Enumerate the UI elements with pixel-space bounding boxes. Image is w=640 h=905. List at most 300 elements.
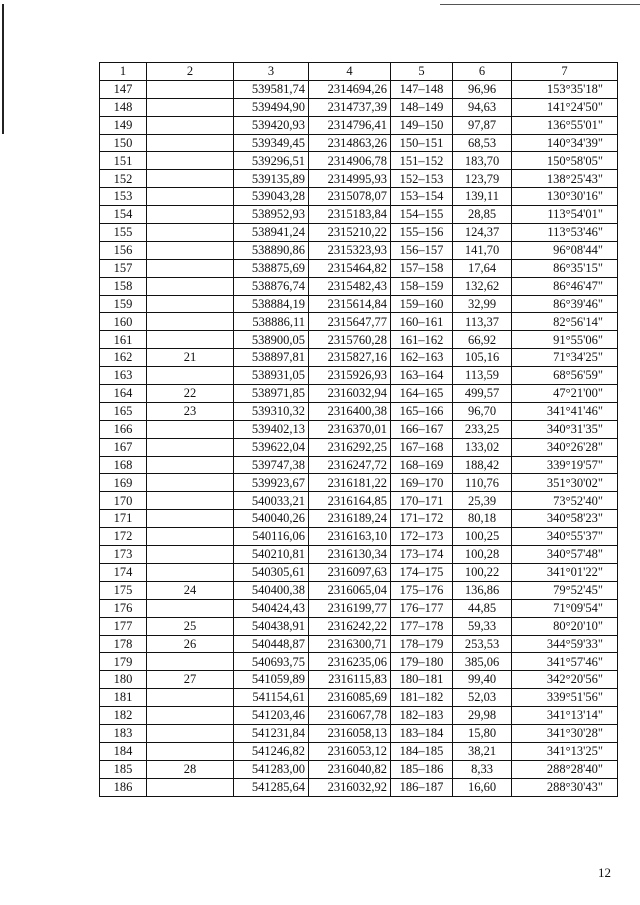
bearing-cell: 86°39'46" (512, 295, 618, 313)
y-coordinate-cell: 2316242,22 (309, 617, 391, 635)
x-coordinate-cell: 541059,89 (234, 671, 309, 689)
segment-cell: 174–175 (391, 563, 453, 581)
segment-cell: 182–183 (391, 707, 453, 725)
bearing-cell: 47°21'00" (512, 385, 618, 403)
table-row (100, 170, 618, 188)
header-row (100, 63, 618, 81)
distance-cell: 105,16 (453, 349, 512, 367)
segment-cell: 185–186 (391, 760, 453, 778)
table-row (100, 474, 618, 492)
sub-number-cell (147, 188, 234, 206)
distance-cell: 385,06 (453, 653, 512, 671)
distance-cell: 96,70 (453, 402, 512, 420)
table-row (100, 277, 618, 295)
segment-cell: 152–153 (391, 170, 453, 188)
point-number-cell: 164 (100, 385, 147, 403)
point-number-cell: 160 (100, 313, 147, 331)
bearing-cell: 288°28'40" (512, 760, 618, 778)
sub-number-cell: 28 (147, 760, 234, 778)
y-coordinate-cell: 2316181,22 (309, 474, 391, 492)
distance-cell: 113,59 (453, 367, 512, 385)
distance-cell: 29,98 (453, 707, 512, 725)
x-coordinate-cell: 539494,90 (234, 98, 309, 116)
sub-number-cell (147, 313, 234, 331)
point-number-cell: 166 (100, 420, 147, 438)
table-row (100, 760, 618, 778)
table-row (100, 438, 618, 456)
sub-number-cell: 26 (147, 635, 234, 653)
segment-cell: 149–150 (391, 116, 453, 134)
segment-cell: 150–151 (391, 134, 453, 152)
bearing-cell: 340°58'23" (512, 510, 618, 528)
y-coordinate-cell: 2315827,16 (309, 349, 391, 367)
x-coordinate-cell: 539043,28 (234, 188, 309, 206)
table-row (100, 528, 618, 546)
segment-cell: 186–187 (391, 778, 453, 796)
x-coordinate-cell: 539402,13 (234, 420, 309, 438)
distance-cell: 183,70 (453, 152, 512, 170)
x-coordinate-cell: 539135,89 (234, 170, 309, 188)
bearing-cell: 71°09'54" (512, 599, 618, 617)
sub-number-cell (147, 492, 234, 510)
sub-number-cell (147, 707, 234, 725)
table-row (100, 349, 618, 367)
distance-cell: 100,28 (453, 546, 512, 564)
distance-cell: 100,25 (453, 528, 512, 546)
table-row (100, 206, 618, 224)
coordinates-table (99, 62, 618, 797)
point-number-cell: 186 (100, 778, 147, 796)
sub-number-cell (147, 134, 234, 152)
table-row (100, 778, 618, 796)
x-coordinate-cell: 540116,06 (234, 528, 309, 546)
sub-number-cell (147, 546, 234, 564)
y-coordinate-cell: 2316164,85 (309, 492, 391, 510)
sub-number-cell (147, 474, 234, 492)
x-coordinate-cell: 538876,74 (234, 277, 309, 295)
distance-cell: 96,96 (453, 80, 512, 98)
y-coordinate-cell: 2316130,34 (309, 546, 391, 564)
x-coordinate-cell: 539420,93 (234, 116, 309, 134)
distance-cell: 123,79 (453, 170, 512, 188)
bearing-cell: 340°31'35" (512, 420, 618, 438)
table-row (100, 456, 618, 474)
distance-cell: 113,37 (453, 313, 512, 331)
bearing-cell: 113°54'01" (512, 206, 618, 224)
segment-cell: 153–154 (391, 188, 453, 206)
x-coordinate-cell: 538897,81 (234, 349, 309, 367)
y-coordinate-cell: 2316292,25 (309, 438, 391, 456)
x-coordinate-cell: 540438,91 (234, 617, 309, 635)
point-number-cell: 158 (100, 277, 147, 295)
point-number-cell: 181 (100, 689, 147, 707)
distance-cell: 141,70 (453, 241, 512, 259)
point-number-cell: 183 (100, 724, 147, 742)
bearing-cell: 86°46'47" (512, 277, 618, 295)
segment-cell: 177–178 (391, 617, 453, 635)
x-coordinate-cell: 540448,87 (234, 635, 309, 653)
point-number-cell: 173 (100, 546, 147, 564)
table-row (100, 546, 618, 564)
distance-cell: 139,11 (453, 188, 512, 206)
bearing-cell: 86°35'15" (512, 259, 618, 277)
bearing-cell: 138°25'43" (512, 170, 618, 188)
table-row (100, 385, 618, 403)
distance-cell: 94,63 (453, 98, 512, 116)
point-number-cell: 147 (100, 80, 147, 98)
sub-number-cell (147, 241, 234, 259)
distance-cell: 25,39 (453, 492, 512, 510)
distance-cell: 17,64 (453, 259, 512, 277)
x-coordinate-cell: 538952,93 (234, 206, 309, 224)
bearing-cell: 79°52'45" (512, 581, 618, 599)
column-header-5: 5 (391, 63, 453, 81)
segment-cell: 161–162 (391, 331, 453, 349)
y-coordinate-cell: 2315183,84 (309, 206, 391, 224)
point-number-cell: 151 (100, 152, 147, 170)
sub-number-cell (147, 653, 234, 671)
segment-cell: 178–179 (391, 635, 453, 653)
x-coordinate-cell: 538886,11 (234, 313, 309, 331)
point-number-cell: 180 (100, 671, 147, 689)
sub-number-cell (147, 456, 234, 474)
point-number-cell: 168 (100, 456, 147, 474)
y-coordinate-cell: 2314906,78 (309, 152, 391, 170)
point-number-cell: 156 (100, 241, 147, 259)
x-coordinate-cell: 538875,69 (234, 259, 309, 277)
distance-cell: 15,80 (453, 724, 512, 742)
y-coordinate-cell: 2316053,12 (309, 742, 391, 760)
x-coordinate-cell: 540305,61 (234, 563, 309, 581)
sub-number-cell (147, 599, 234, 617)
segment-cell: 166–167 (391, 420, 453, 438)
segment-cell: 168–169 (391, 456, 453, 474)
column-header-7: 7 (512, 63, 618, 81)
sub-number-cell: 22 (147, 385, 234, 403)
bearing-cell: 288°30'43" (512, 778, 618, 796)
page-number: 12 (598, 865, 611, 880)
x-coordinate-cell: 541285,64 (234, 778, 309, 796)
bearing-cell: 341°01'22" (512, 563, 618, 581)
distance-cell: 188,42 (453, 456, 512, 474)
segment-cell: 172–173 (391, 528, 453, 546)
point-number-cell: 174 (100, 563, 147, 581)
bearing-cell: 341°57'46" (512, 653, 618, 671)
segment-cell: 181–182 (391, 689, 453, 707)
column-header-1: 1 (100, 63, 147, 81)
segment-cell: 183–184 (391, 724, 453, 742)
x-coordinate-cell: 539923,67 (234, 474, 309, 492)
distance-cell: 52,03 (453, 689, 512, 707)
y-coordinate-cell: 2315614,84 (309, 295, 391, 313)
sub-number-cell (147, 152, 234, 170)
segment-cell: 158–159 (391, 277, 453, 295)
y-coordinate-cell: 2314694,26 (309, 80, 391, 98)
y-coordinate-cell: 2316085,69 (309, 689, 391, 707)
bearing-cell: 68°56'59" (512, 367, 618, 385)
bearing-cell: 351°30'02" (512, 474, 618, 492)
bearing-cell: 82°56'14" (512, 313, 618, 331)
bearing-cell: 341°13'25" (512, 742, 618, 760)
y-coordinate-cell: 2316067,78 (309, 707, 391, 725)
y-coordinate-cell: 2315078,07 (309, 188, 391, 206)
table-row (100, 581, 618, 599)
x-coordinate-cell: 539296,51 (234, 152, 309, 170)
bearing-cell: 136°55'01" (512, 116, 618, 134)
segment-cell: 179–180 (391, 653, 453, 671)
sub-number-cell (147, 367, 234, 385)
y-coordinate-cell: 2316247,72 (309, 456, 391, 474)
y-coordinate-cell: 2316163,10 (309, 528, 391, 546)
segment-cell: 167–168 (391, 438, 453, 456)
point-number-cell: 162 (100, 349, 147, 367)
table-row (100, 599, 618, 617)
bearing-cell: 341°41'46" (512, 402, 618, 420)
table-row (100, 420, 618, 438)
y-coordinate-cell: 2316300,71 (309, 635, 391, 653)
y-coordinate-cell: 2315482,43 (309, 277, 391, 295)
bearing-cell: 341°30'28" (512, 724, 618, 742)
sub-number-cell (147, 295, 234, 313)
bearing-cell: 340°26'28" (512, 438, 618, 456)
sub-number-cell (147, 116, 234, 134)
point-number-cell: 150 (100, 134, 147, 152)
sub-number-cell: 27 (147, 671, 234, 689)
point-number-cell: 178 (100, 635, 147, 653)
distance-cell: 253,53 (453, 635, 512, 653)
y-coordinate-cell: 2316058,13 (309, 724, 391, 742)
distance-cell: 68,53 (453, 134, 512, 152)
point-number-cell: 154 (100, 206, 147, 224)
table-row (100, 313, 618, 331)
y-coordinate-cell: 2316370,01 (309, 420, 391, 438)
column-header-2: 2 (147, 63, 234, 81)
y-coordinate-cell: 2315647,77 (309, 313, 391, 331)
table-body (100, 80, 618, 796)
bearing-cell: 73°52'40" (512, 492, 618, 510)
x-coordinate-cell: 539581,74 (234, 80, 309, 98)
distance-cell: 66,92 (453, 331, 512, 349)
sub-number-cell (147, 259, 234, 277)
point-number-cell: 155 (100, 224, 147, 242)
sub-number-cell (147, 778, 234, 796)
table-row (100, 635, 618, 653)
column-header-3: 3 (234, 63, 309, 81)
x-coordinate-cell: 538900,05 (234, 331, 309, 349)
distance-cell: 38,21 (453, 742, 512, 760)
point-number-cell: 152 (100, 170, 147, 188)
point-number-cell: 153 (100, 188, 147, 206)
segment-cell: 159–160 (391, 295, 453, 313)
distance-cell: 499,57 (453, 385, 512, 403)
table-row (100, 331, 618, 349)
x-coordinate-cell: 539349,45 (234, 134, 309, 152)
point-number-cell: 177 (100, 617, 147, 635)
y-coordinate-cell: 2315323,93 (309, 241, 391, 259)
x-coordinate-cell: 540693,75 (234, 653, 309, 671)
y-coordinate-cell: 2316189,24 (309, 510, 391, 528)
column-header-6: 6 (453, 63, 512, 81)
segment-cell: 147–148 (391, 80, 453, 98)
table-row (100, 98, 618, 116)
sub-number-cell (147, 724, 234, 742)
bearing-cell: 342°20'56" (512, 671, 618, 689)
table-row (100, 188, 618, 206)
point-number-cell: 176 (100, 599, 147, 617)
table-row (100, 653, 618, 671)
x-coordinate-cell: 540040,26 (234, 510, 309, 528)
x-coordinate-cell: 538890,86 (234, 241, 309, 259)
distance-cell: 28,85 (453, 206, 512, 224)
distance-cell: 32,99 (453, 295, 512, 313)
y-coordinate-cell: 2314737,39 (309, 98, 391, 116)
sub-number-cell (147, 510, 234, 528)
bearing-cell: 91°55'06" (512, 331, 618, 349)
sub-number-cell (147, 224, 234, 242)
bearing-cell: 153°35'18" (512, 80, 618, 98)
bearing-cell: 339°19'57" (512, 456, 618, 474)
x-coordinate-cell: 540033,21 (234, 492, 309, 510)
bearing-cell: 344°59'33" (512, 635, 618, 653)
bearing-cell: 71°34'25" (512, 349, 618, 367)
table-row (100, 707, 618, 725)
bearing-cell: 341°13'14" (512, 707, 618, 725)
sub-number-cell (147, 438, 234, 456)
segment-cell: 163–164 (391, 367, 453, 385)
table-row (100, 402, 618, 420)
sub-number-cell (147, 206, 234, 224)
table-row (100, 563, 618, 581)
segment-cell: 162–163 (391, 349, 453, 367)
table-row (100, 510, 618, 528)
point-number-cell: 170 (100, 492, 147, 510)
y-coordinate-cell: 2316032,92 (309, 778, 391, 796)
point-number-cell: 175 (100, 581, 147, 599)
bearing-cell: 150°58'05" (512, 152, 618, 170)
point-number-cell: 157 (100, 259, 147, 277)
y-coordinate-cell: 2315210,22 (309, 224, 391, 242)
distance-cell: 97,87 (453, 116, 512, 134)
y-coordinate-cell: 2316199,77 (309, 599, 391, 617)
sub-number-cell: 25 (147, 617, 234, 635)
segment-cell: 157–158 (391, 259, 453, 277)
bearing-cell: 339°51'56" (512, 689, 618, 707)
segment-cell: 184–185 (391, 742, 453, 760)
distance-cell: 8,33 (453, 760, 512, 778)
y-coordinate-cell: 2316065,04 (309, 581, 391, 599)
y-coordinate-cell: 2316097,63 (309, 563, 391, 581)
table-header (100, 63, 618, 81)
segment-cell: 165–166 (391, 402, 453, 420)
table-row (100, 224, 618, 242)
y-coordinate-cell: 2316115,83 (309, 671, 391, 689)
point-number-cell: 185 (100, 760, 147, 778)
bearing-cell: 80°20'10" (512, 617, 618, 635)
y-coordinate-cell: 2316032,94 (309, 385, 391, 403)
point-number-cell: 167 (100, 438, 147, 456)
table-row (100, 134, 618, 152)
point-number-cell: 184 (100, 742, 147, 760)
point-number-cell: 172 (100, 528, 147, 546)
x-coordinate-cell: 541203,46 (234, 707, 309, 725)
distance-cell: 16,60 (453, 778, 512, 796)
table-row (100, 367, 618, 385)
point-number-cell: 149 (100, 116, 147, 134)
sub-number-cell (147, 170, 234, 188)
x-coordinate-cell: 538971,85 (234, 385, 309, 403)
segment-cell: 155–156 (391, 224, 453, 242)
bearing-cell: 340°57'48" (512, 546, 618, 564)
point-number-cell: 182 (100, 707, 147, 725)
x-coordinate-cell: 538931,05 (234, 367, 309, 385)
sub-number-cell (147, 742, 234, 760)
segment-cell: 180–181 (391, 671, 453, 689)
point-number-cell: 163 (100, 367, 147, 385)
table-row (100, 295, 618, 313)
sub-number-cell (147, 563, 234, 581)
distance-cell: 132,62 (453, 277, 512, 295)
y-coordinate-cell: 2314863,26 (309, 134, 391, 152)
segment-cell: 164–165 (391, 385, 453, 403)
x-coordinate-cell: 538884,19 (234, 295, 309, 313)
table-row (100, 80, 618, 98)
table-row (100, 724, 618, 742)
bearing-cell: 130°30'16" (512, 188, 618, 206)
bearing-cell: 113°53'46" (512, 224, 618, 242)
table-row (100, 671, 618, 689)
y-coordinate-cell: 2316235,06 (309, 653, 391, 671)
x-coordinate-cell: 538941,24 (234, 224, 309, 242)
point-number-cell: 179 (100, 653, 147, 671)
sub-number-cell (147, 80, 234, 98)
distance-cell: 233,25 (453, 420, 512, 438)
table-row (100, 742, 618, 760)
bearing-cell: 141°24'50" (512, 98, 618, 116)
y-coordinate-cell: 2316040,82 (309, 760, 391, 778)
distance-cell: 110,76 (453, 474, 512, 492)
segment-cell: 160–161 (391, 313, 453, 331)
point-number-cell: 161 (100, 331, 147, 349)
sub-number-cell: 23 (147, 402, 234, 420)
segment-cell: 148–149 (391, 98, 453, 116)
x-coordinate-cell: 541154,61 (234, 689, 309, 707)
x-coordinate-cell: 539622,04 (234, 438, 309, 456)
x-coordinate-cell: 541283,00 (234, 760, 309, 778)
x-coordinate-cell: 539747,38 (234, 456, 309, 474)
sub-number-cell: 24 (147, 581, 234, 599)
segment-cell: 151–152 (391, 152, 453, 170)
segment-cell: 176–177 (391, 599, 453, 617)
distance-cell: 99,40 (453, 671, 512, 689)
point-number-cell: 169 (100, 474, 147, 492)
point-number-cell: 171 (100, 510, 147, 528)
distance-cell: 100,22 (453, 563, 512, 581)
bearing-cell: 140°34'39" (512, 134, 618, 152)
segment-cell: 170–171 (391, 492, 453, 510)
distance-cell: 59,33 (453, 617, 512, 635)
sub-number-cell (147, 98, 234, 116)
x-coordinate-cell: 541231,84 (234, 724, 309, 742)
distance-cell: 80,18 (453, 510, 512, 528)
x-coordinate-cell: 541246,82 (234, 742, 309, 760)
segment-cell: 173–174 (391, 546, 453, 564)
point-number-cell: 165 (100, 402, 147, 420)
sub-number-cell: 21 (147, 349, 234, 367)
table-row (100, 152, 618, 170)
bearing-cell: 340°55'37" (512, 528, 618, 546)
margin-rule-top (440, 4, 640, 5)
y-coordinate-cell: 2315464,82 (309, 259, 391, 277)
